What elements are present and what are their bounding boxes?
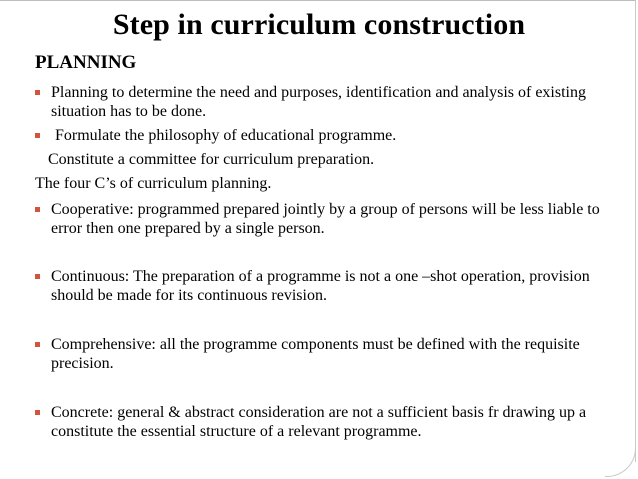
bullet-item-comprehensive <box>35 335 615 373</box>
section-heading: PLANNING <box>35 52 137 73</box>
bullet-text: Cooperative: programmed prepared jointly by a group of persons will be less liable to error then one prepared by a single person. <box>51 201 600 237</box>
bullet-text: Concrete: general & abstract consideration are not a sufficient basis fr drawing up a constitute the essential structure of a relevant programme. <box>51 404 587 440</box>
square-bullet-icon <box>35 342 40 347</box>
square-bullet-icon <box>35 410 40 415</box>
slide-title: Step in curriculum construction <box>112 8 526 41</box>
bullet-text: Planning to determine the need and purposes, identification and analysis of existing situation has to be done. <box>51 84 586 120</box>
bullet-text: Comprehensive: all the programme components must be defined with the requisite precision. <box>51 336 580 372</box>
bullet-item-concrete <box>35 403 615 441</box>
slide-frame-top <box>0 0 636 1</box>
bullet-item-cooperative <box>35 200 615 238</box>
square-bullet-icon <box>35 207 40 212</box>
bullet-text: Continuous: The preparation of a programme is not a one –shot operation, provision should be made for its continuous revision. <box>51 268 590 304</box>
slide-frame-right <box>635 0 636 462</box>
square-bullet-icon <box>35 90 40 95</box>
committee-line: Constitute a committee for curriculum preparation. <box>48 151 375 168</box>
bullet-text: Formulate the philosophy of educational programme. <box>51 127 397 144</box>
square-bullet-icon <box>35 133 40 138</box>
bullet-item-philosophy <box>35 126 615 145</box>
four-cs-intro: The four C’s of curriculum planning. <box>35 175 272 192</box>
slide-frame-corner <box>605 448 636 477</box>
bullet-item-planning-need <box>35 83 615 121</box>
bullet-item-continuous <box>35 267 615 305</box>
square-bullet-icon <box>35 274 40 279</box>
